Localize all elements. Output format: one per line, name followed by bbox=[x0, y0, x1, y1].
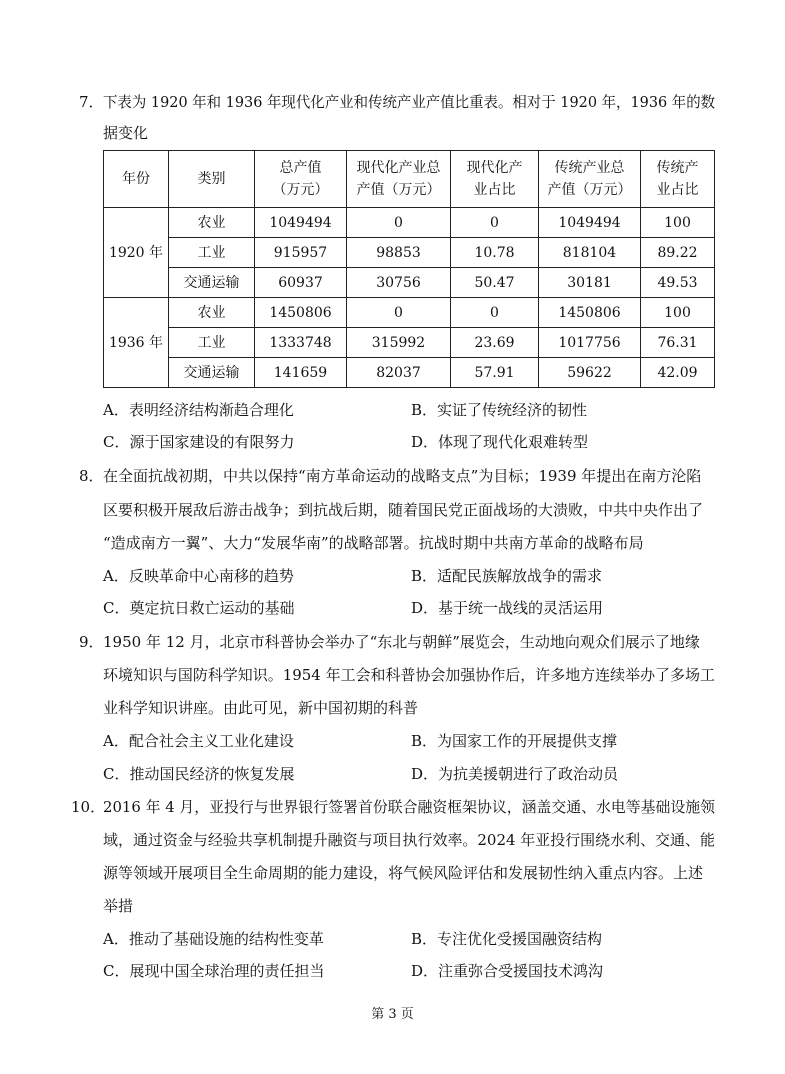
option-d[interactable]: D．注重弥合受援国技术鸿沟 bbox=[411, 962, 604, 980]
table-row bbox=[104, 238, 715, 268]
question-text-line: 源等领域开展项目全生命周期的能力建设，将气候风险评估和发展韧性纳入重点内容。上述 bbox=[103, 864, 704, 882]
table-row bbox=[104, 358, 715, 388]
table-cell: 1333748 bbox=[255, 328, 347, 358]
question-text-line: 下表为 1920 年和 1936 年现代化产业和传统产业产值比重表。相对于 1920 年，1936 年的数 bbox=[103, 93, 716, 111]
table-cell: 10.78 bbox=[451, 238, 539, 268]
table-row bbox=[104, 208, 715, 238]
question-number: 10． bbox=[71, 798, 106, 816]
table-cell: 98853 bbox=[347, 238, 451, 268]
question-text-line: 据变化 bbox=[103, 124, 149, 142]
option-c[interactable]: C．奠定抗日救亡运动的基础 bbox=[103, 599, 295, 617]
header-category: 类别 bbox=[169, 151, 255, 208]
option-c[interactable]: C．展现中国全球治理的责任担当 bbox=[103, 962, 325, 980]
table-cell: 1049494 bbox=[255, 208, 347, 238]
table-cell: 141659 bbox=[255, 358, 347, 388]
table-cell: 818104 bbox=[539, 238, 641, 268]
page-number: 第 3 页 bbox=[371, 1007, 414, 1022]
table-cell: 0 bbox=[347, 208, 451, 238]
table-cell: 工业 bbox=[169, 238, 255, 268]
table-cell: 100 bbox=[641, 298, 715, 328]
question-number: 8． bbox=[79, 467, 104, 485]
year-cell: 1920 年 bbox=[104, 208, 169, 298]
question-text-line: 在全面抗战初期，中共以保持“南方革命运动的战略支点”为目标；1939 年提出在南方沦陷 bbox=[103, 467, 702, 485]
option-d[interactable]: D．体现了现代化艰难转型 bbox=[411, 433, 589, 451]
option-c[interactable]: C．推动国民经济的恢复发展 bbox=[103, 765, 295, 783]
production-table bbox=[103, 150, 715, 388]
table-cell: 交通运输 bbox=[169, 358, 255, 388]
year-cell: 1936 年 bbox=[104, 298, 169, 388]
table-header-row bbox=[104, 151, 715, 208]
option-a[interactable]: A．反映革命中心南移的趋势 bbox=[103, 567, 294, 585]
header-trad-share: 传统产 业占比 bbox=[641, 151, 715, 208]
table-cell: 0 bbox=[451, 298, 539, 328]
question-number: 9． bbox=[79, 633, 104, 651]
table-cell: 30181 bbox=[539, 268, 641, 298]
header-year: 年份 bbox=[104, 151, 169, 208]
option-d[interactable]: D．为抗美援朝进行了政治动员 bbox=[411, 765, 619, 783]
table-cell: 315992 bbox=[347, 328, 451, 358]
table-cell: 1017756 bbox=[539, 328, 641, 358]
table-cell: 57.91 bbox=[451, 358, 539, 388]
table-row bbox=[104, 328, 715, 358]
question-text-line: 1950 年 12 月，北京市科普协会举办了“东北与朝鲜”展览会，生动地向观众们展示了地缘 bbox=[103, 633, 700, 651]
table-cell: 49.53 bbox=[641, 268, 715, 298]
question-text-line: 举措 bbox=[103, 897, 134, 915]
option-a[interactable]: A．表明经济结构渐趋合理化 bbox=[103, 401, 294, 419]
table-cell: 农业 bbox=[169, 298, 255, 328]
table-cell: 50.47 bbox=[451, 268, 539, 298]
question-text-line: 区要积极开展敌后游击战争；到抗战后期，随着国民党正面战场的大溃败，中共中央作出了 bbox=[103, 501, 704, 519]
table-cell: 农业 bbox=[169, 208, 255, 238]
header-trad-total: 传统产业总 产值（万元） bbox=[539, 151, 641, 208]
question-text-line: “造成南方一翼”、大力“发展华南”的战略部署。抗战时期中共南方革命的战略布局 bbox=[103, 534, 644, 552]
table-row bbox=[104, 298, 715, 328]
option-c[interactable]: C．源于国家建设的有限努力 bbox=[103, 433, 295, 451]
table-cell: 23.69 bbox=[451, 328, 539, 358]
question-text-line: 环境知识与国防科学知识。1954 年工会和科普协会加强协作后，许多地方连续举办了多场工 bbox=[103, 666, 715, 684]
table-cell: 1450806 bbox=[255, 298, 347, 328]
option-b[interactable]: B．实证了传统经济的韧性 bbox=[411, 401, 588, 419]
option-b[interactable]: B．为国家工作的开展提供支撑 bbox=[411, 732, 618, 750]
option-b[interactable]: B．适配民族解放战争的需求 bbox=[411, 567, 603, 585]
option-a[interactable]: A．推动了基础设施的结构性变革 bbox=[103, 930, 324, 948]
option-b[interactable]: B．专注优化受援国融资结构 bbox=[411, 930, 603, 948]
table-cell: 89.22 bbox=[641, 238, 715, 268]
table-cell: 82037 bbox=[347, 358, 451, 388]
header-modern-total: 现代化产业总 产值（万元） bbox=[347, 151, 451, 208]
question-number: 7． bbox=[79, 93, 104, 111]
table-cell: 1049494 bbox=[539, 208, 641, 238]
header-total: 总产值 （万元） bbox=[255, 151, 347, 208]
table-cell: 76.31 bbox=[641, 328, 715, 358]
table-cell: 42.09 bbox=[641, 358, 715, 388]
table-cell: 30756 bbox=[347, 268, 451, 298]
table-cell: 915957 bbox=[255, 238, 347, 268]
option-a[interactable]: A．配合社会主义工业化建设 bbox=[103, 732, 294, 750]
table-cell: 0 bbox=[451, 208, 539, 238]
table-cell: 交通运输 bbox=[169, 268, 255, 298]
table-cell: 100 bbox=[641, 208, 715, 238]
option-d[interactable]: D．基于统一战线的灵活运用 bbox=[411, 599, 604, 617]
table-cell: 59622 bbox=[539, 358, 641, 388]
table-cell: 工业 bbox=[169, 328, 255, 358]
table-cell: 1450806 bbox=[539, 298, 641, 328]
table-cell: 60937 bbox=[255, 268, 347, 298]
question-text-line: 2016 年 4 月，亚投行与世界银行签署首份联合融资框架协议，涵盖交通、水电等基础设施领 bbox=[103, 798, 716, 816]
header-modern-share: 现代化产 业占比 bbox=[451, 151, 539, 208]
question-text-line: 域，通过资金与经验共享机制提升融资与项目执行效率。2024 年亚投行围绕水利、交通、能 bbox=[103, 831, 715, 849]
question-text-line: 业科学知识讲座。由此可见，新中国初期的科普 bbox=[103, 699, 419, 717]
table-row bbox=[104, 268, 715, 298]
table-cell: 0 bbox=[347, 298, 451, 328]
